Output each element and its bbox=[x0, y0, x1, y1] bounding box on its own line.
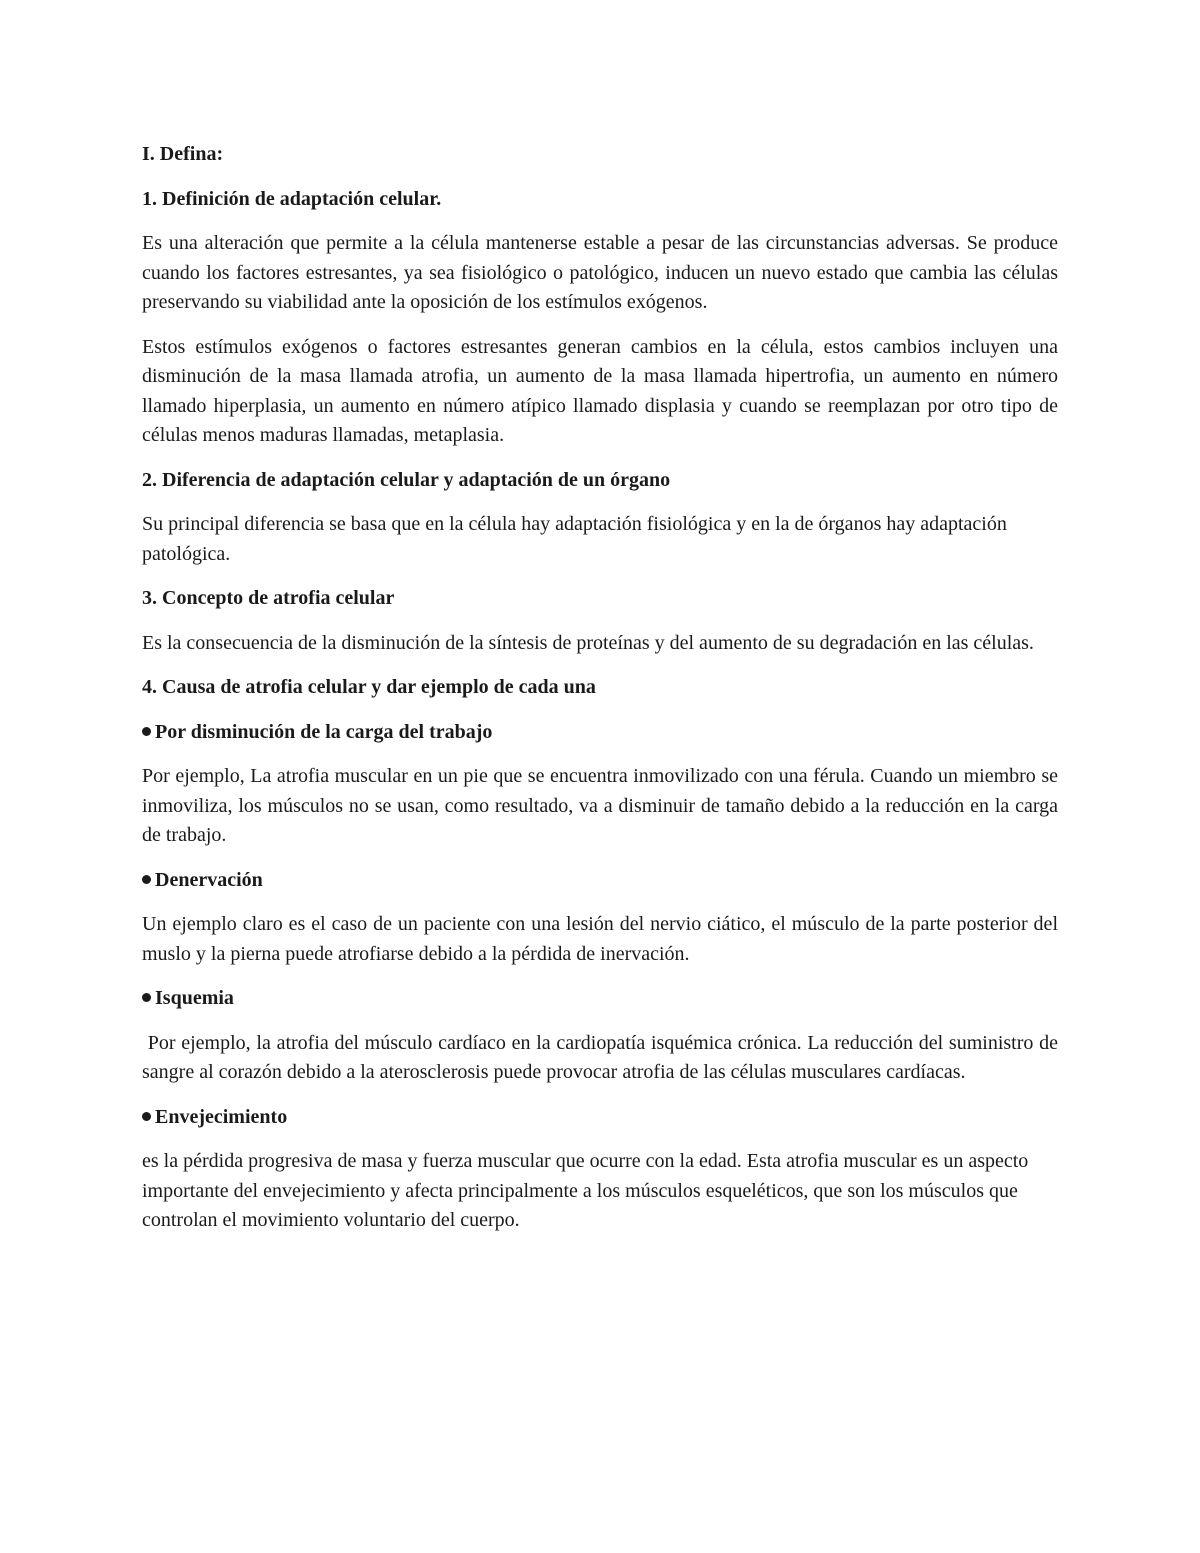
question-3-paragraph: Es la consecuencia de la disminución de la síntesis de proteínas y del aumento de su degradación en las células. bbox=[142, 631, 1034, 654]
question-2-paragraph: Su principal diferencia se basa que en la célula hay adaptación fisiológica y en la de órganos hay adaptación patológica. bbox=[142, 513, 1007, 565]
question-4-heading: 4. Causa de atrofia celular y dar ejemplo de cada una bbox=[142, 676, 596, 698]
bullet-icon bbox=[142, 727, 151, 736]
cause-paragraph: Un ejemplo claro es el caso de un paciente con una lesión del nervio ciático, el músculo de la parte posterior del muslo y la pierna puede atrofiarse debido a la pérdida de inervación. bbox=[142, 913, 1058, 965]
cause-heading bbox=[142, 866, 1058, 896]
question-3-heading: 3. Concepto de atrofia celular bbox=[142, 587, 395, 609]
bullet-icon bbox=[142, 993, 151, 1002]
bullet-icon bbox=[142, 1112, 151, 1121]
document-page bbox=[142, 140, 1063, 1251]
cause-paragraph: Por ejemplo, la atrofia del músculo cardíaco en la cardiopatía isquémica crónica. La reducción del suministro de sangre al corazón debido a la aterosclerosis puede provocar atrofia de las células musculares cardíacas. bbox=[142, 1031, 1063, 1083]
cause-paragraph: Por ejemplo, La atrofia muscular en un pie que se encuentra inmovilizado con una férula. Cuando un miembro se inmoviliza, los músculos no se usan, como resultado, va a disminuir de tamaño debido a la reducción en la carga de trabajo. bbox=[142, 765, 1058, 846]
cause-title: Isquemia bbox=[155, 987, 234, 1009]
cause-heading bbox=[142, 718, 1058, 748]
cause-paragraph: es la pérdida progresiva de masa y fuerza muscular que ocurre con la edad. Esta atrofia muscular es un aspecto importante del envejecimiento y afecta principalmente a los músculos esqueléticos, que son los músculos que controlan el movimiento voluntario del cuerpo. bbox=[142, 1150, 1029, 1231]
section-title: I. Defina: bbox=[142, 143, 224, 165]
cause-title: Denervación bbox=[155, 868, 263, 891]
cause-title: Por disminución de la carga del trabajo bbox=[155, 720, 493, 743]
cause-title: Envejecimiento bbox=[155, 1105, 288, 1128]
question-1-paragraph-1: Es una alteración que permite a la célula mantenerse estable a pesar de las circunstancias adversas. Se produce cuando los factores estresantes, ya sea fisiológico o patológico, inducen un nuevo estado que cambia las células preservando su viabilidad ante la oposición de los estímulos exógenos. bbox=[142, 232, 1058, 313]
cause-heading bbox=[142, 1103, 1058, 1133]
question-1-paragraph-2: Estos estímulos exógenos o factores estresantes generan cambios en la célula, estos cambios incluyen una disminución de la masa llamada atrofia, un aumento de la masa llamada hipertrofia, un aumento en número llamado hiperplasia, un aumento en número atípico llamado displasia y cuando se reemplazan por otro tipo de células menos maduras llamadas, metaplasia. bbox=[142, 335, 1058, 446]
cause-heading bbox=[142, 984, 1058, 1014]
question-1-heading: 1. Definición de adaptación celular. bbox=[142, 187, 442, 210]
question-2-heading: 2. Diferencia de adaptación celular y adaptación de un órgano bbox=[142, 468, 671, 491]
bullet-icon bbox=[142, 875, 151, 884]
